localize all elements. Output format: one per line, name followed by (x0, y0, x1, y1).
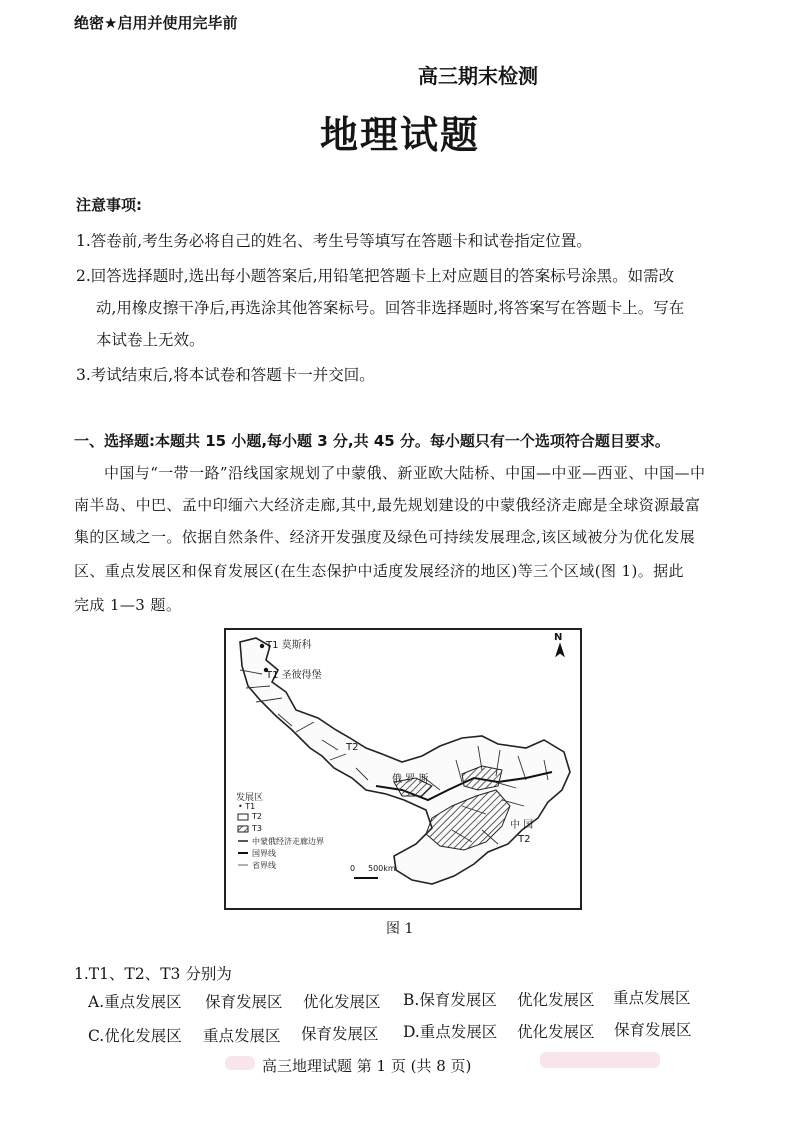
north-label: N (554, 632, 563, 643)
notice-line-3: 动,用橡皮擦干净后,再选涂其他答案标号。回答非选择题时,将答案写在答题卡上。写在 (96, 299, 685, 317)
option-d-c: 保育发展区 (614, 1021, 692, 1039)
scale-distance: 500km (368, 864, 396, 873)
legend-item-province: 省界线 (252, 861, 276, 870)
label-russia: 俄 罗 斯 (392, 774, 429, 785)
option-c-label: C.优化发展区 (88, 1027, 182, 1045)
paper-title: 地理试题 (319, 113, 480, 157)
option-b-label: B.保育发展区 (403, 991, 497, 1009)
legend-item-corridor: 中蒙俄经济走廊边界 (252, 837, 324, 846)
option-a-c: 优化发展区 (303, 993, 381, 1011)
legend-swatch-t2 (238, 814, 248, 820)
scale-zero: 0 (350, 864, 356, 873)
legend-item-t1: • T1 (238, 802, 256, 811)
option-a-b: 保育发展区 (205, 993, 283, 1011)
label-china: 中 国 (510, 820, 534, 831)
label-moscow: T1 莫斯科 (266, 640, 312, 651)
notice-line-2: 2.回答选择题时,选出每小题答案后,用铅笔把答题卡上对应题目的答案标号涂黑。如需改 (76, 267, 675, 285)
legend-title: 发展区 (236, 793, 264, 803)
confidential-mark: 绝密★启用并使用完毕前 (74, 14, 238, 32)
option-a-label: A.重点发展区 (88, 993, 182, 1011)
pink-smudge-right (540, 1052, 660, 1068)
pink-smudge-left (225, 1056, 255, 1070)
passage-line-4: 区、重点发展区和保育发展区(在生态保护中适度发展经济的地区)等三个区域(图 1)。据此 (74, 562, 684, 580)
option-b-c: 重点发展区 (613, 989, 691, 1007)
section-intro: 一、选择题:本题共 15 小题,每小题 3 分,共 45 分。每小题只有一个选项符合题目要求。 (74, 432, 670, 450)
passage-line-5: 完成 1—3 题。 (74, 596, 182, 614)
option-d-b: 优化发展区 (517, 1023, 595, 1041)
passage-line-2: 南半岛、中巴、孟中印缅六大经济走廊,其中,最先规划建设的中蒙俄经济走廊是全球资源最富 (74, 496, 701, 514)
notice-heading: 注意事项: (76, 196, 142, 214)
north-arrow-icon (556, 644, 564, 656)
map-figure (224, 628, 582, 910)
question-1-stem: 1.T1、T2、T3 分别为 (74, 965, 232, 983)
t1-point-stpetersburg (260, 644, 264, 648)
legend-swatch-t3 (238, 826, 248, 832)
option-d-label: D.重点发展区 (403, 1023, 498, 1041)
exam-name: 高三期末检测 (418, 64, 538, 88)
notice-line-4: 本试卷上无效。 (96, 331, 205, 349)
label-t2-west: T2 (346, 742, 359, 753)
figure-caption: 图 1 (386, 921, 414, 937)
page-footer: 高三地理试题 第 1 页 (共 8 页) (262, 1057, 472, 1075)
notice-line-1: 1.答卷前,考生务必将自己的姓名、考生号等填写在答题卡和试卷指定位置。 (76, 232, 592, 250)
passage-line-1: 中国与“一带一路”沿线国家规划了中蒙俄、新亚欧大陆桥、中国—中亚—西亚、中国—中 (104, 464, 706, 482)
passage-line-3: 集的区域之一。依据自然条件、经济开发强度及绿色可持续发展理念,该区域被分为优化发展 (74, 528, 696, 546)
option-b-b: 优化发展区 (517, 991, 595, 1009)
notice-line-5: 3.考试结束后,将本试卷和答题卡一并交回。 (76, 366, 375, 384)
option-c-c: 保育发展区 (301, 1025, 379, 1043)
label-stpetersburg: T1 圣彼得堡 (266, 670, 322, 681)
label-t2-east: T2 (518, 834, 531, 845)
legend-item-t3: T3 (252, 824, 262, 833)
legend-item-t2: T2 (252, 812, 262, 821)
legend-item-national: 国界线 (252, 849, 276, 858)
option-c-b: 重点发展区 (203, 1027, 281, 1045)
